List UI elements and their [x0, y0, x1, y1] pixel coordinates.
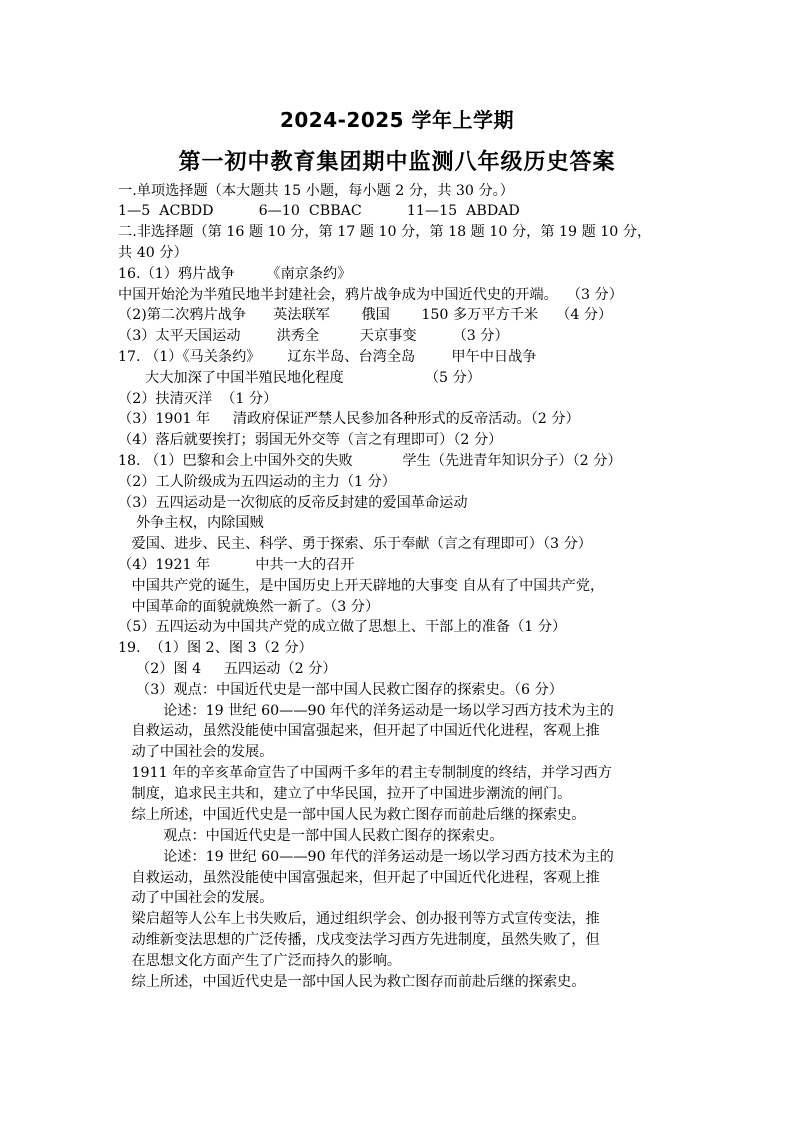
text-line: 共 40 分） [118, 245, 188, 261]
text-line: （3）五四运动是一次彻底的反帝反封建的爱国革命运动 [118, 495, 468, 511]
text-line: 制度，追求民主共和，建立了中华民国，拉开了中国进步潮流的闸门。 [118, 786, 572, 802]
text-line: （2）图 4 五四运动（2 分） [118, 661, 337, 677]
text-line: 19. （1）图 2、图 3（2 分） [118, 640, 313, 656]
text-line: 综上所述，中国近代史是一部中国人民为救亡图存而前赴后继的探索史。 [118, 974, 586, 990]
text-line: 观点：中国近代史是一部中国人民救亡图存的探索史。 [118, 828, 504, 844]
text-line: 外争主权，内除国贼 [118, 515, 264, 531]
text-line: 论述：19 世纪 60——90 年代的洋务运动是一场以学习西方技术为主的 [118, 703, 614, 719]
text-line: （2)第二次鸦片战争 英法联军 俄国 150 多万平方千米 （4 分） [118, 307, 613, 323]
text-line: 一.单项选择题（本大题共 15 小题，每小题 2 分，共 30 分。） [118, 183, 514, 199]
text-line: 动了中国社会的发展。 [118, 890, 274, 906]
text-line: （3）观点：中国近代史是一部中国人民救亡图存的探索史。（6 分） [118, 682, 563, 698]
text-line: 论述：19 世纪 60——90 年代的洋务运动是一场以学习西方技术为主的 [118, 849, 614, 865]
document-title-year: 2024-2025 学年上学期 [279, 108, 515, 132]
text-line: 大大加深了中国半殖民地化程度 （5 分） [118, 370, 481, 386]
text-line: 动维新变法思想的广泛传播，戊戌变法学习西方先进制度，虽然失败了，但 [118, 932, 600, 948]
text-line: 1911 年的辛亥革命宣告了中国两千多年的君主专制制度的终结，并学习西方 [118, 765, 612, 781]
text-line: （3）太平天国运动 洪秀全 天京事变 （3 分） [118, 328, 509, 344]
text-line: 二.非选择题（第 16 题 10 分，第 17 题 10 分，第 18 题 10 分，第 19 题 10 分， [118, 224, 652, 240]
text-line: 动了中国社会的发展。 [118, 744, 274, 760]
document-title-main: 第一初中教育集团期中监测八年级历史答案 [178, 150, 616, 175]
text-line: 中国革命的面貌就焕然一新了。（3 分） [118, 599, 380, 615]
text-line: （3）1901 年 清政府保证严禁人民参加各种形式的反帝活动。（2 分） [118, 411, 580, 427]
text-line: 在思想文化方面产生了广泛而持久的影响。 [118, 953, 402, 969]
text-line: 中国开始沦为半殖民地半封建社会，鸦片战争成为中国近代史的开端。 （3 分） [118, 287, 623, 303]
text-line: 16.（1）鸦片战争 《南京条约》 [118, 266, 352, 282]
text-line: （2）工人阶级成为五四运动的主力（1 分） [118, 474, 396, 490]
text-line: （5）五四运动为中国共产党的成立做了思想上、干部上的准备（1 分） [118, 619, 567, 635]
text-line: （4）1921 年 中共一大的召开 [118, 557, 355, 573]
text-line: （2）扶清灭洋 （1 分） [118, 391, 278, 407]
text-line: 梁启超等人公车上书失败后，通过组织学会、创办报刊等方式宣传变法，推 [118, 911, 600, 927]
text-line: 爱国、进步、民主、科学、勇于探索、乐于奉献（言之有理即可）（3 分） [118, 536, 592, 552]
text-line: 1—5 ACBDD 6—10 CBBAC 11—15 ABDAD [118, 203, 520, 219]
text-line: 自救运动，虽然没能使中国富强起来，但开起了中国近代化进程，客观上推 [118, 870, 600, 886]
text-line: 自救运动，虽然没能使中国富强起来，但开起了中国近代化进程，客观上推 [118, 723, 600, 739]
text-line: 17. （1）《马关条约》 辽东半岛、台湾全岛 甲午中日战争 [118, 349, 537, 365]
text-line: 中国共产党的诞生，是中国历史上开天辟地的大事变 自从有了中国共产党， [118, 578, 605, 594]
text-line: 综上所述，中国近代史是一部中国人民为救亡图存而前赴后继的探索史。 [118, 807, 586, 823]
text-line: （4）落后就要挨打；弱国无外交等（言之有理即可）（2 分） [118, 432, 503, 448]
text-line: 18. （1）巴黎和会上中国外交的失败 学生（先进青年知识分子）（2 分） [118, 453, 622, 469]
